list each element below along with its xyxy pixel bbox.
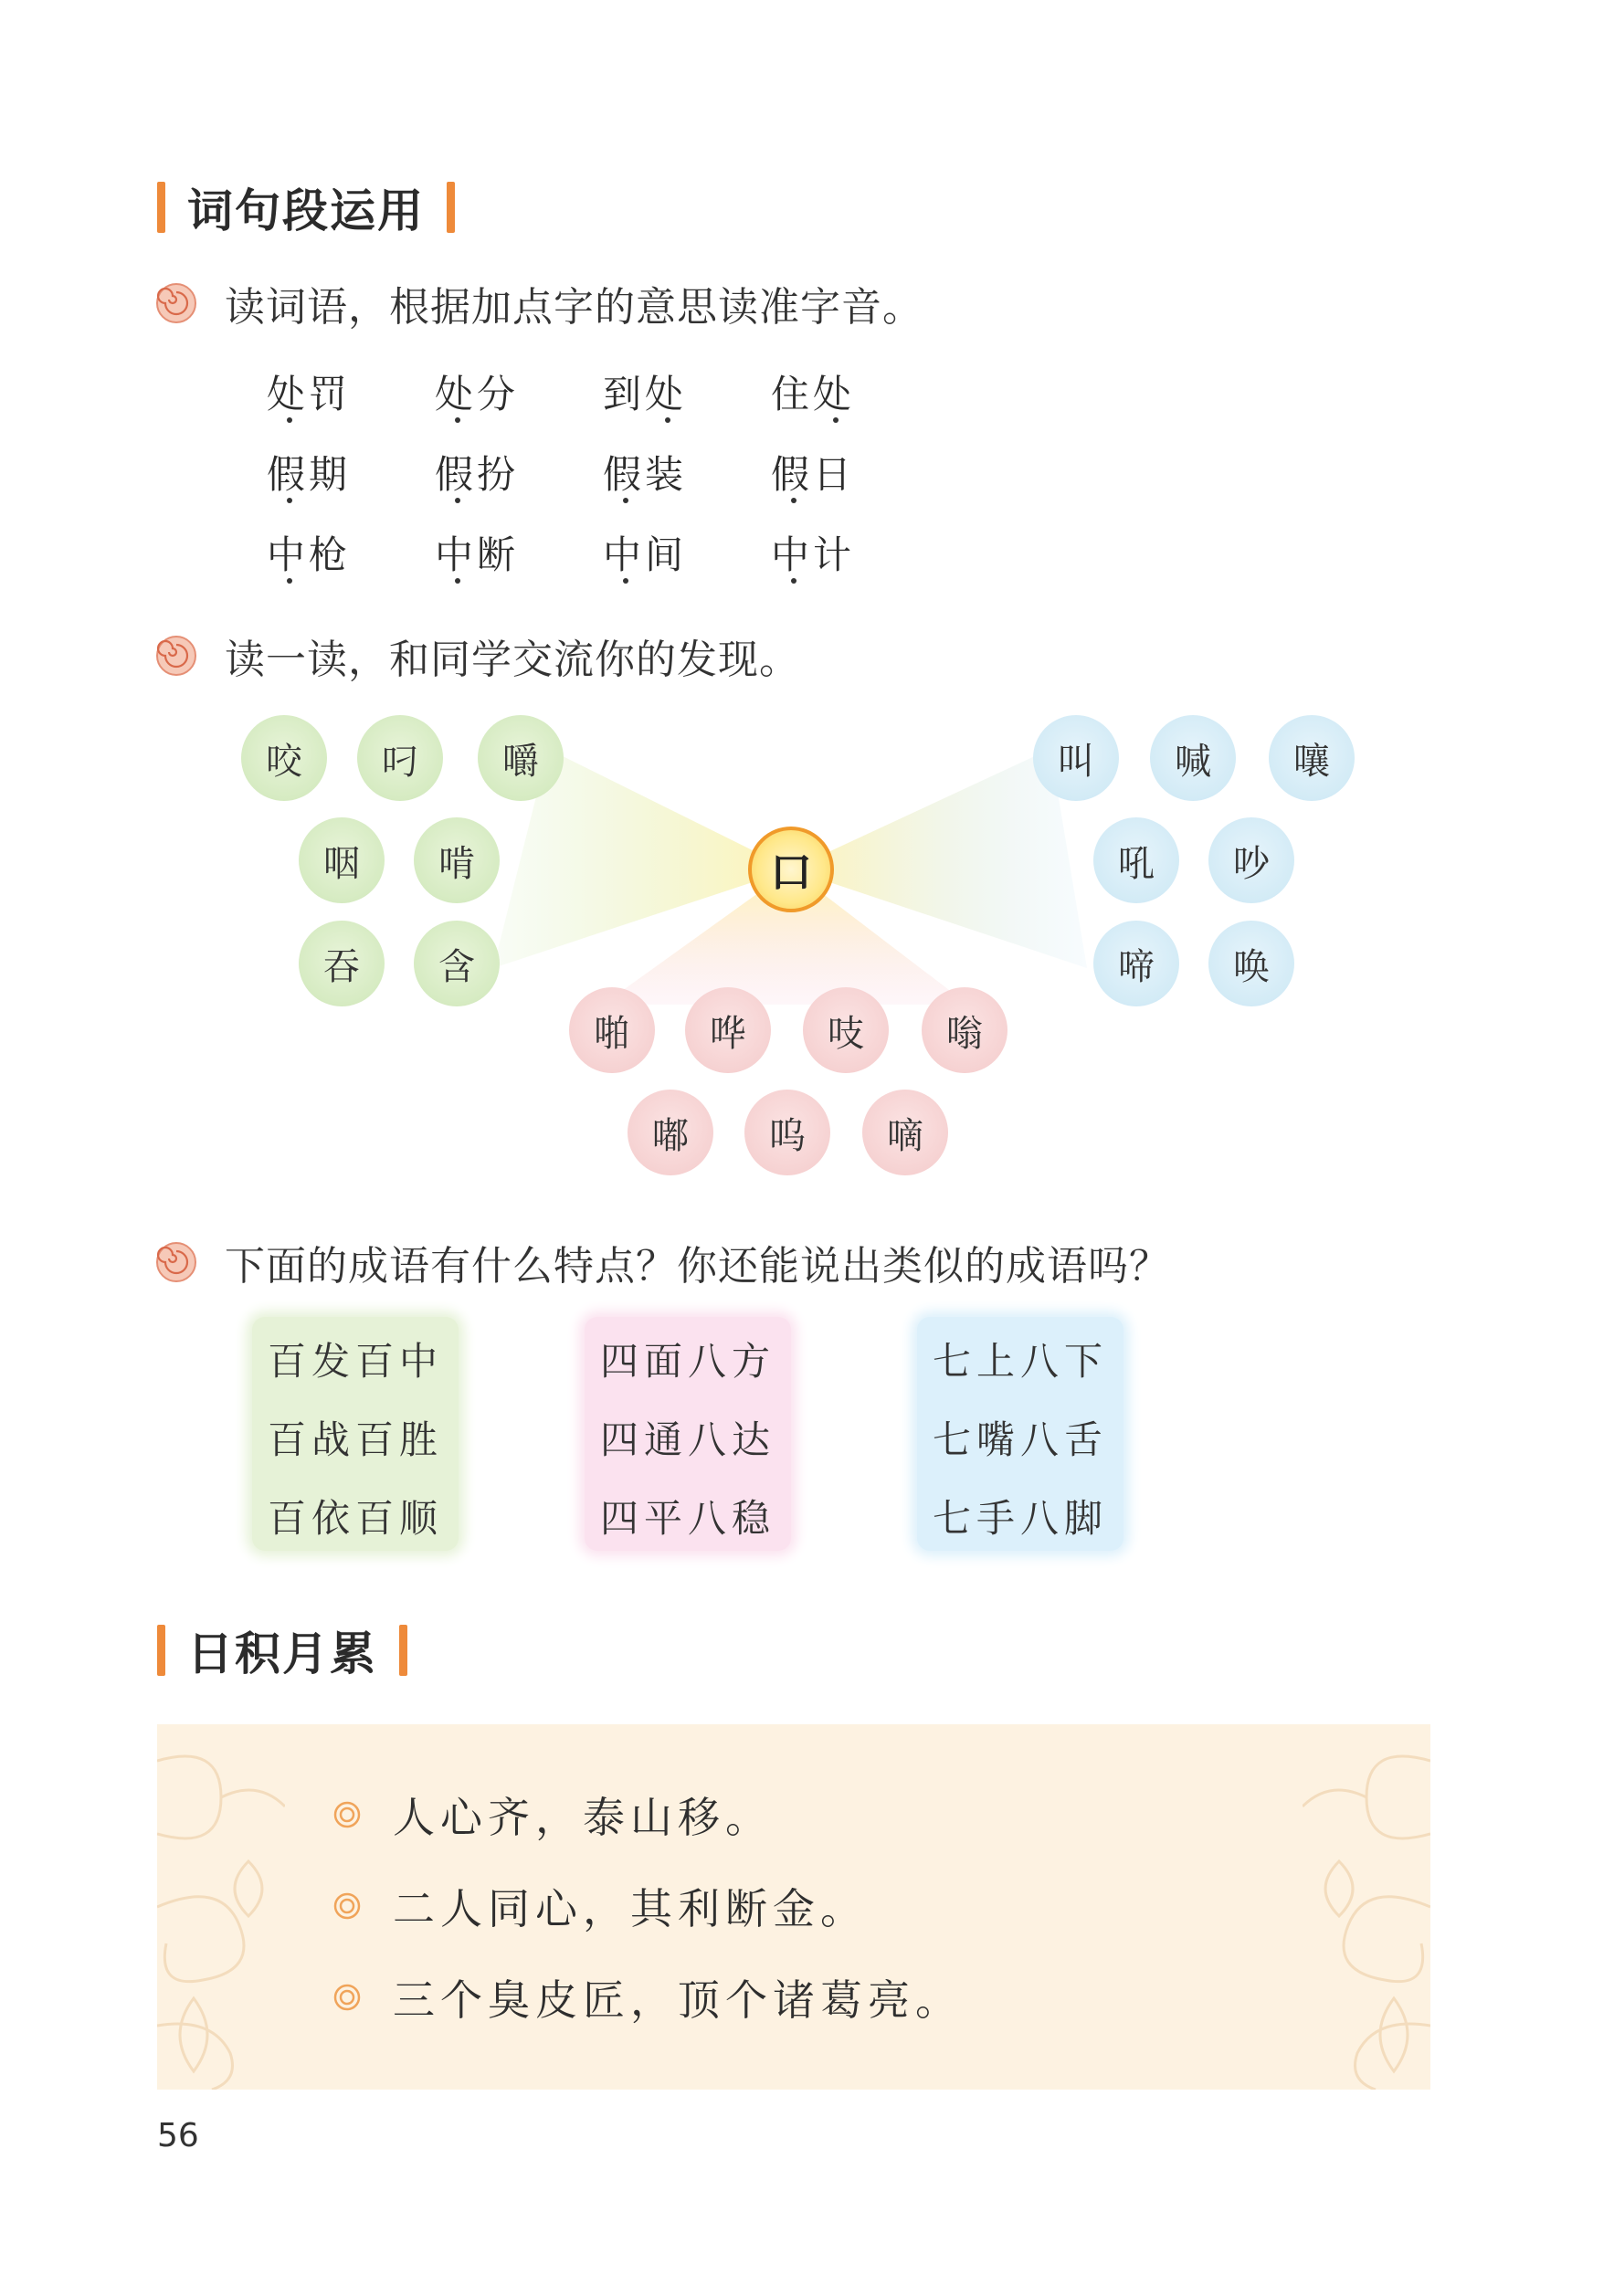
char-bubble: 嘟 bbox=[628, 1090, 713, 1175]
double-circle-icon bbox=[332, 1983, 362, 2012]
ornament-right bbox=[1303, 1724, 1430, 2090]
idiom-item: 百依百顺 bbox=[267, 1496, 443, 1541]
word-item: 处分 bbox=[435, 364, 603, 419]
page-number: 56 bbox=[157, 2117, 199, 2154]
task-3-instruction bbox=[155, 1233, 1170, 1291]
header-bar-right bbox=[399, 1625, 407, 1676]
idiom-item: 四平八稳 bbox=[599, 1496, 775, 1541]
char-bubble: 嚷 bbox=[1269, 715, 1355, 801]
section-header-2 bbox=[157, 1618, 407, 1682]
char-bubble: 哗 bbox=[685, 987, 771, 1073]
idiom-item: 七上八下 bbox=[932, 1339, 1108, 1384]
char-bubble: 喊 bbox=[1150, 715, 1236, 801]
saying-row bbox=[332, 1785, 773, 1845]
double-circle-icon bbox=[332, 1891, 362, 1921]
word-item: 假扮 bbox=[435, 445, 603, 500]
idiom-item: 七嘴八舌 bbox=[932, 1417, 1108, 1462]
char-bubble: 啼 bbox=[1093, 921, 1179, 1006]
word-item: 到处 bbox=[603, 364, 771, 419]
idiom-group-qi bbox=[917, 1317, 1123, 1551]
word-item: 中计 bbox=[771, 525, 939, 580]
word-item: 中断 bbox=[435, 525, 603, 580]
saying-text: 人心齐，泰山移。 bbox=[393, 1793, 773, 1842]
char-bubble: 吞 bbox=[299, 921, 385, 1006]
saying-row bbox=[332, 1967, 963, 2027]
word-item: 处罚 bbox=[267, 364, 435, 419]
idiom-item: 七手八脚 bbox=[932, 1496, 1108, 1541]
char-bubble: 含 bbox=[414, 921, 500, 1006]
word-item: 假日 bbox=[771, 445, 939, 500]
idiom-item: 百发百中 bbox=[267, 1339, 443, 1384]
saying-text: 二人同心，其利断金。 bbox=[393, 1884, 868, 1933]
section-title: 日积月累 bbox=[187, 1627, 377, 1680]
char-bubble: 呜 bbox=[744, 1090, 830, 1175]
char-bubble: 叼 bbox=[357, 715, 443, 801]
word-item: 假装 bbox=[603, 445, 771, 500]
word-item: 住处 bbox=[771, 364, 939, 419]
word-item: 中间 bbox=[603, 525, 771, 580]
char-bubble: 唤 bbox=[1208, 921, 1294, 1006]
word-item: 假期 bbox=[267, 445, 435, 500]
char-bubble: 嚼 bbox=[478, 715, 564, 801]
idiom-group-bai bbox=[252, 1317, 459, 1551]
char-bubble: 咬 bbox=[241, 715, 327, 801]
char-bubble: 嗡 bbox=[922, 987, 1007, 1073]
idiom-group-si bbox=[585, 1317, 791, 1551]
saying-text: 三个臭皮匠，顶个诸葛亮。 bbox=[393, 1975, 963, 2025]
idiom-item: 四面八方 bbox=[599, 1339, 775, 1384]
word-item: 中枪 bbox=[267, 525, 435, 580]
char-bubble: 吼 bbox=[1093, 817, 1179, 903]
char-bubble: 咽 bbox=[299, 817, 385, 903]
char-bubble: 吵 bbox=[1208, 817, 1294, 903]
section-title: 词句段运用 bbox=[187, 184, 425, 237]
instruction-text: 读词语，根据加点字的意思读准字音。 bbox=[225, 284, 923, 331]
center-character: 口 bbox=[748, 827, 834, 912]
sayings-panel bbox=[157, 1724, 1430, 2090]
header-bar-left bbox=[157, 1625, 165, 1676]
ornament-left bbox=[157, 1724, 285, 2090]
instruction-text: 读一读，和同学交流你的发现。 bbox=[225, 637, 800, 683]
char-bubble: 叫 bbox=[1033, 715, 1119, 801]
saying-row bbox=[332, 1876, 868, 1936]
char-bubble: 啃 bbox=[414, 817, 500, 903]
idiom-item: 百战百胜 bbox=[267, 1417, 443, 1462]
idiom-item: 四通八达 bbox=[599, 1417, 775, 1462]
instruction-text: 下面的成语有什么特点？你还能说出类似的成语吗？ bbox=[225, 1243, 1170, 1290]
char-bubble: 啪 bbox=[569, 987, 655, 1073]
swirl-icon bbox=[155, 1241, 197, 1283]
char-bubble: 吱 bbox=[803, 987, 889, 1073]
double-circle-icon bbox=[332, 1800, 362, 1829]
char-bubble: 嘀 bbox=[862, 1090, 948, 1175]
